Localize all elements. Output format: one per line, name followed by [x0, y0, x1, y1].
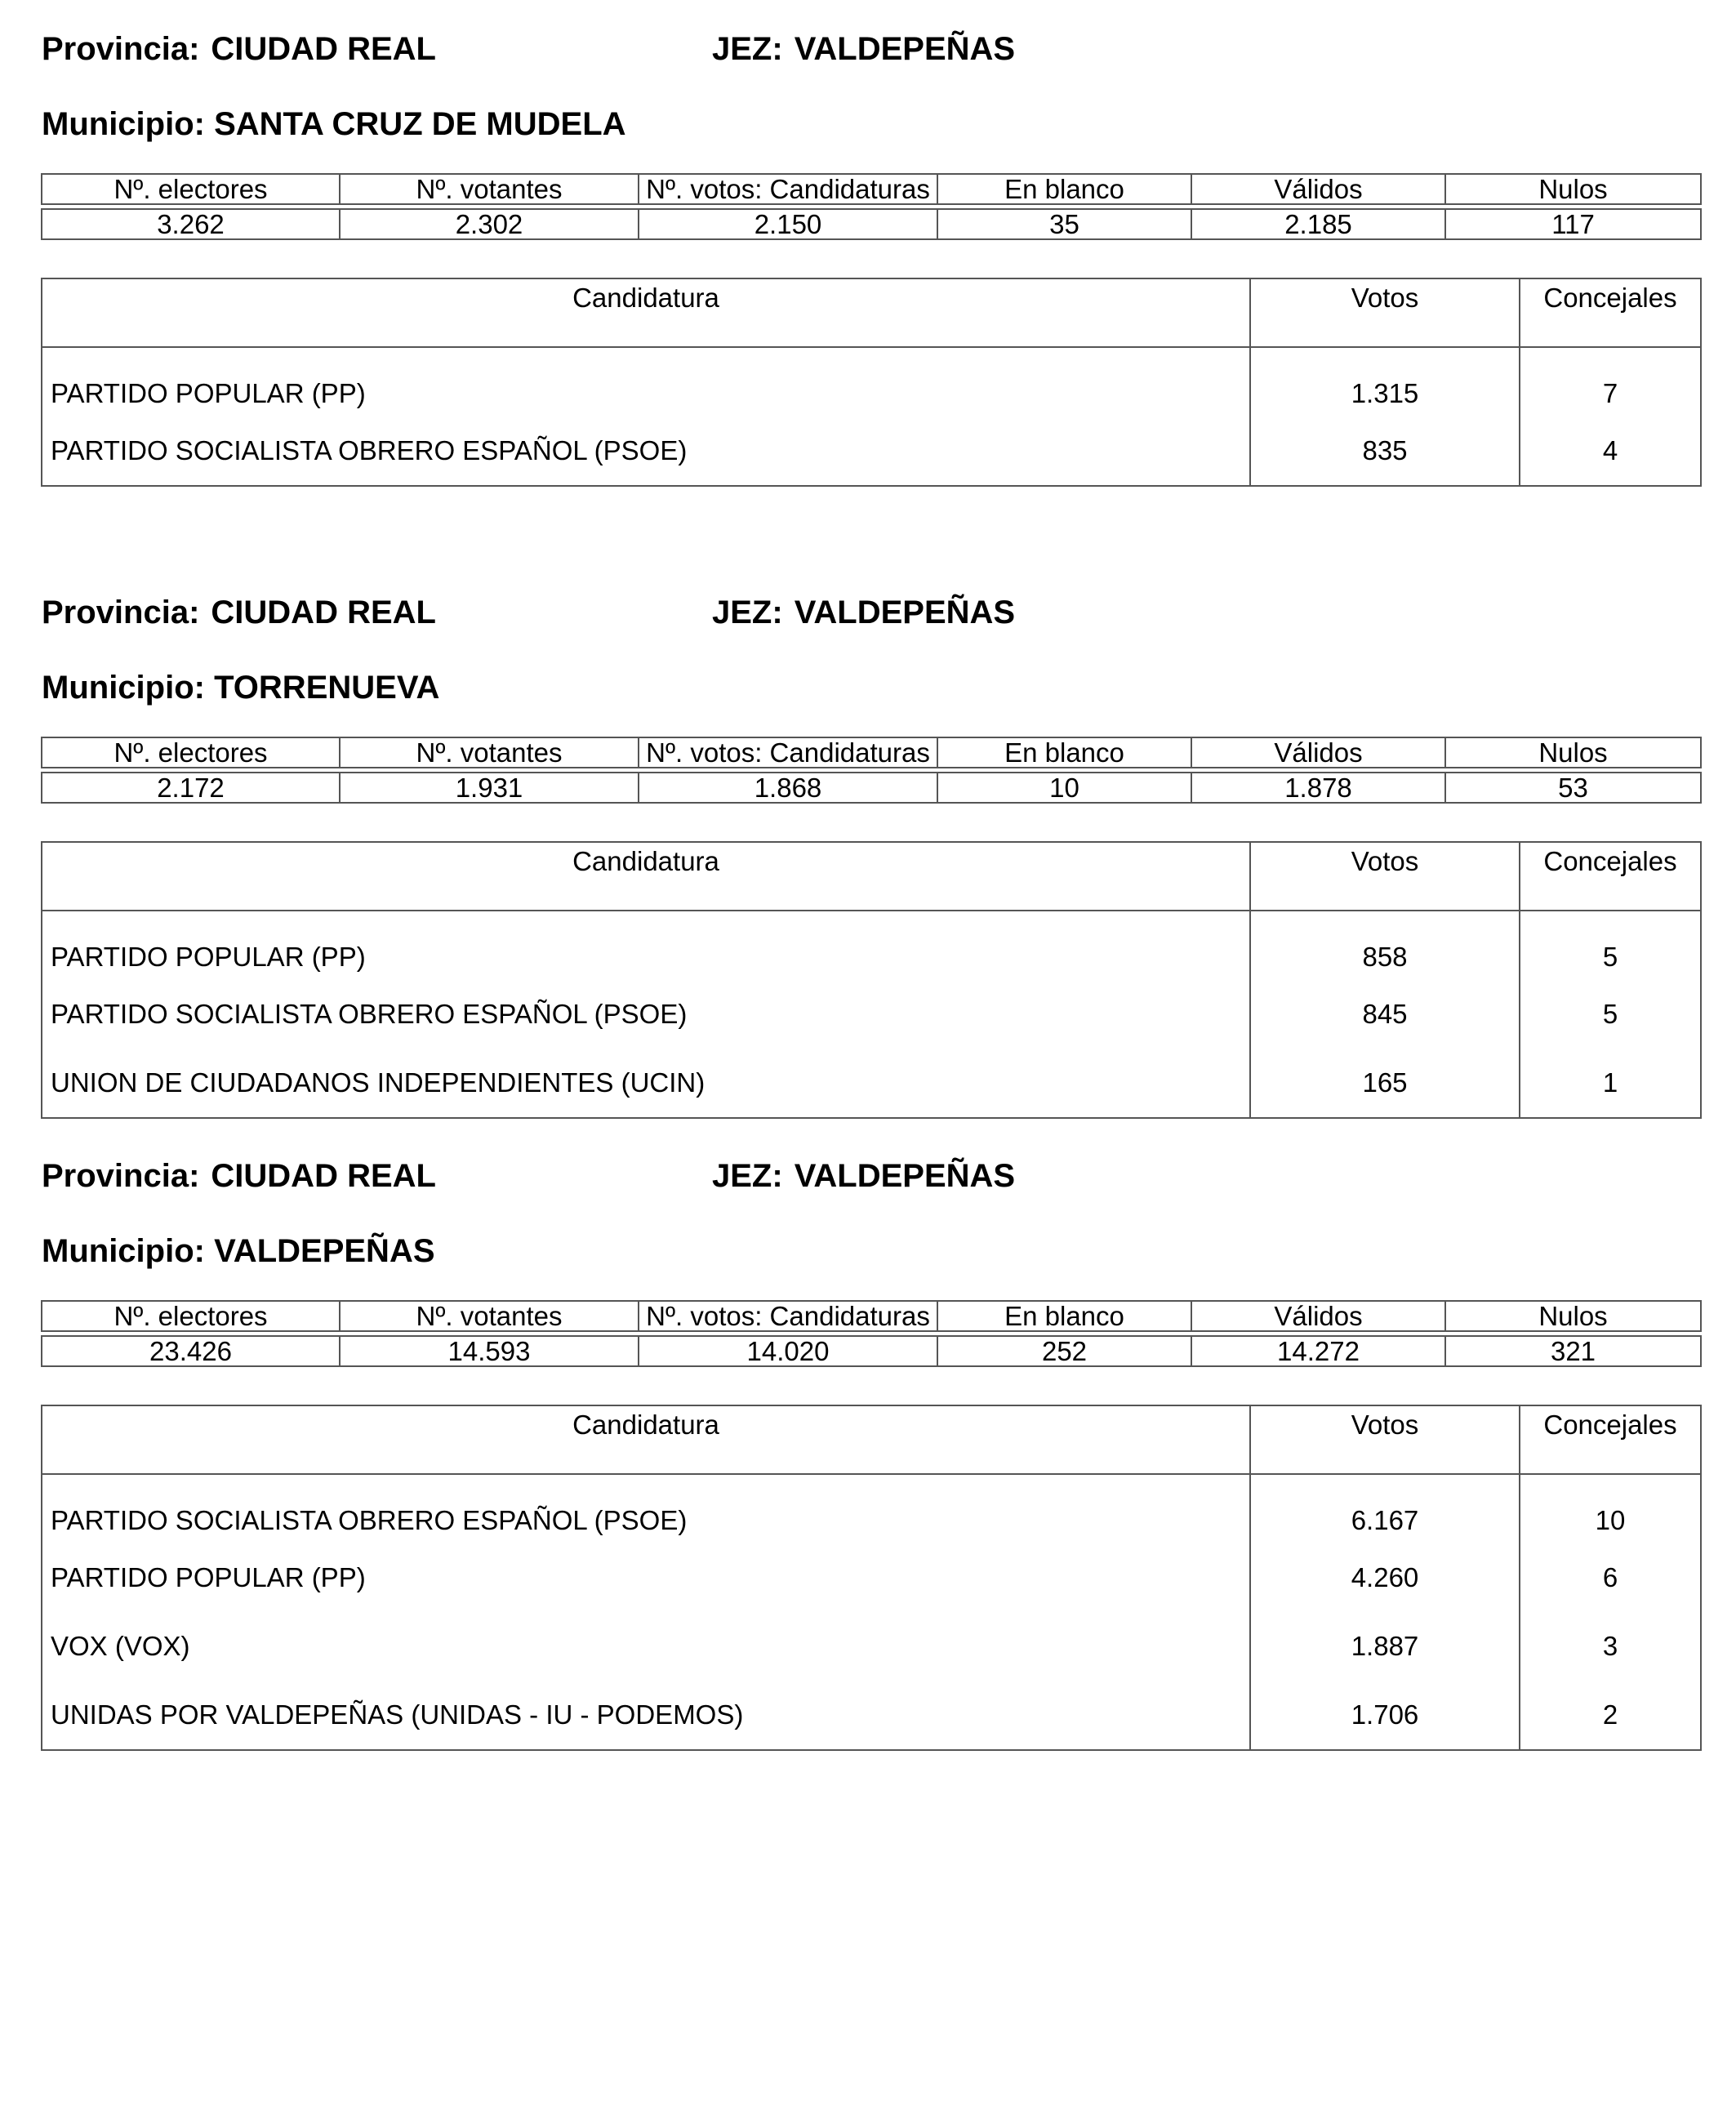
candidates-table	[41, 1405, 1702, 1751]
header-electores: Nº. electores	[42, 737, 340, 768]
candidate-row	[42, 347, 1701, 416]
candidate-name: PARTIDO SOCIALISTA OBRERO ESPAÑOL (PSOE)	[42, 416, 1250, 486]
candidate-name: PARTIDO POPULAR (PP)	[42, 1543, 1250, 1612]
jez-value: VALDEPEÑAS	[794, 595, 1016, 630]
value-en-blanco: 252	[937, 1336, 1191, 1366]
candidate-concejales: 7	[1520, 347, 1701, 416]
value-validos: 14.272	[1191, 1336, 1445, 1366]
header-validos: Válidos	[1191, 1301, 1445, 1331]
provincia-header	[42, 1160, 436, 1192]
jez-label: JEZ:	[712, 1158, 783, 1194]
municipio-header	[42, 1235, 435, 1267]
summary-table	[41, 1300, 1702, 1367]
provincia-label: Provincia:	[42, 595, 200, 630]
candidate-votos: 845	[1250, 980, 1520, 1049]
provincia-value: CIUDAD REAL	[211, 31, 436, 67]
header-votantes: Nº. votantes	[340, 174, 639, 204]
municipio-value: SANTA CRUZ DE MUDELA	[214, 106, 626, 142]
value-validos: 1.878	[1191, 773, 1445, 803]
candidate-name: UNION DE CIUDADANOS INDEPENDIENTES (UCIN)	[42, 1049, 1250, 1118]
header-votos-candidaturas: Nº. votos: Candidaturas	[639, 737, 937, 768]
summary-table	[41, 737, 1702, 804]
header-nulos: Nulos	[1445, 737, 1701, 768]
value-en-blanco: 10	[937, 773, 1191, 803]
municipio-label: Municipio:	[42, 106, 205, 142]
candidate-concejales: 5	[1520, 980, 1701, 1049]
header-votos: Votos	[1250, 278, 1520, 347]
provincia-label: Provincia:	[42, 31, 200, 67]
candidate-name: UNIDAS POR VALDEPEÑAS (UNIDAS - IU - PODEMOS)	[42, 1681, 1250, 1750]
summary-header-row	[42, 174, 1701, 204]
candidate-concejales: 4	[1520, 416, 1701, 486]
candidate-concejales: 1	[1520, 1049, 1701, 1118]
municipio-value: VALDEPEÑAS	[214, 1233, 435, 1269]
header-concejales: Concejales	[1520, 278, 1701, 347]
header-votos-candidaturas: Nº. votos: Candidaturas	[639, 174, 937, 204]
value-validos: 2.185	[1191, 209, 1445, 239]
jez-header	[712, 1160, 1015, 1192]
header-votantes: Nº. votantes	[340, 1301, 639, 1331]
candidate-concejales: 2	[1520, 1681, 1701, 1750]
header-en-blanco: En blanco	[937, 1301, 1191, 1331]
value-votantes: 2.302	[340, 209, 639, 239]
header-concejales: Concejales	[1520, 842, 1701, 911]
candidates-header-row	[42, 1405, 1701, 1474]
candidate-row	[42, 1681, 1701, 1750]
header-votos-candidaturas: Nº. votos: Candidaturas	[639, 1301, 937, 1331]
candidate-concejales: 6	[1520, 1543, 1701, 1612]
candidate-votos: 1.315	[1250, 347, 1520, 416]
candidate-votos: 4.260	[1250, 1543, 1520, 1612]
candidate-row	[42, 1049, 1701, 1118]
candidate-votos: 6.167	[1250, 1474, 1520, 1543]
candidate-votos: 835	[1250, 416, 1520, 486]
candidate-votos: 858	[1250, 911, 1520, 980]
candidate-votos: 165	[1250, 1049, 1520, 1118]
candidate-concejales: 3	[1520, 1612, 1701, 1681]
summary-table	[41, 173, 1702, 240]
header-nulos: Nulos	[1445, 174, 1701, 204]
jez-header	[712, 33, 1015, 65]
jez-value: VALDEPEÑAS	[794, 31, 1016, 67]
jez-label: JEZ:	[712, 31, 783, 67]
value-nulos: 321	[1445, 1336, 1701, 1366]
provincia-label: Provincia:	[42, 1158, 200, 1194]
header-candidatura: Candidatura	[42, 278, 1250, 347]
header-candidatura: Candidatura	[42, 842, 1250, 911]
value-nulos: 117	[1445, 209, 1701, 239]
header-en-blanco: En blanco	[937, 174, 1191, 204]
jez-header	[712, 596, 1015, 629]
header-concejales: Concejales	[1520, 1405, 1701, 1474]
header-candidatura: Candidatura	[42, 1405, 1250, 1474]
candidate-name: PARTIDO SOCIALISTA OBRERO ESPAÑOL (PSOE)	[42, 980, 1250, 1049]
value-electores: 23.426	[42, 1336, 340, 1366]
municipio-label: Municipio:	[42, 1233, 205, 1269]
header-en-blanco: En blanco	[937, 737, 1191, 768]
header-votos: Votos	[1250, 842, 1520, 911]
header-electores: Nº. electores	[42, 174, 340, 204]
candidate-row	[42, 911, 1701, 980]
candidate-row	[42, 1612, 1701, 1681]
candidate-votos: 1.706	[1250, 1681, 1520, 1750]
candidate-name: PARTIDO SOCIALISTA OBRERO ESPAÑOL (PSOE)	[42, 1474, 1250, 1543]
value-votos-candidaturas: 14.020	[639, 1336, 937, 1366]
header-nulos: Nulos	[1445, 1301, 1701, 1331]
candidate-votos: 1.887	[1250, 1612, 1520, 1681]
provincia-header	[42, 33, 436, 65]
municipio-header	[42, 108, 626, 140]
summary-header-row	[42, 1301, 1701, 1331]
candidates-table	[41, 278, 1702, 487]
candidates-table	[41, 841, 1702, 1119]
municipio-value: TORRENUEVA	[214, 670, 440, 706]
value-en-blanco: 35	[937, 209, 1191, 239]
value-electores: 3.262	[42, 209, 340, 239]
summary-value-row	[42, 1336, 1701, 1366]
value-votos-candidaturas: 1.868	[639, 773, 937, 803]
candidate-name: VOX (VOX)	[42, 1612, 1250, 1681]
provincia-header	[42, 596, 436, 629]
provincia-value: CIUDAD REAL	[211, 1158, 436, 1194]
provincia-value: CIUDAD REAL	[211, 595, 436, 630]
jez-label: JEZ:	[712, 595, 783, 630]
candidate-name: PARTIDO POPULAR (PP)	[42, 911, 1250, 980]
header-electores: Nº. electores	[42, 1301, 340, 1331]
header-votantes: Nº. votantes	[340, 737, 639, 768]
municipio-label: Municipio:	[42, 670, 205, 706]
summary-header-row	[42, 737, 1701, 768]
value-nulos: 53	[1445, 773, 1701, 803]
summary-value-row	[42, 773, 1701, 803]
candidate-name: PARTIDO POPULAR (PP)	[42, 347, 1250, 416]
header-validos: Válidos	[1191, 174, 1445, 204]
candidates-header-row	[42, 842, 1701, 911]
candidate-row	[42, 980, 1701, 1049]
candidates-header-row	[42, 278, 1701, 347]
candidate-concejales: 10	[1520, 1474, 1701, 1543]
value-electores: 2.172	[42, 773, 340, 803]
candidate-row	[42, 416, 1701, 486]
header-votos: Votos	[1250, 1405, 1520, 1474]
value-votos-candidaturas: 2.150	[639, 209, 937, 239]
candidate-row	[42, 1474, 1701, 1543]
header-validos: Válidos	[1191, 737, 1445, 768]
summary-value-row	[42, 209, 1701, 239]
municipio-header	[42, 671, 439, 704]
jez-value: VALDEPEÑAS	[794, 1158, 1016, 1194]
candidate-concejales: 5	[1520, 911, 1701, 980]
value-votantes: 1.931	[340, 773, 639, 803]
value-votantes: 14.593	[340, 1336, 639, 1366]
candidate-row	[42, 1543, 1701, 1612]
